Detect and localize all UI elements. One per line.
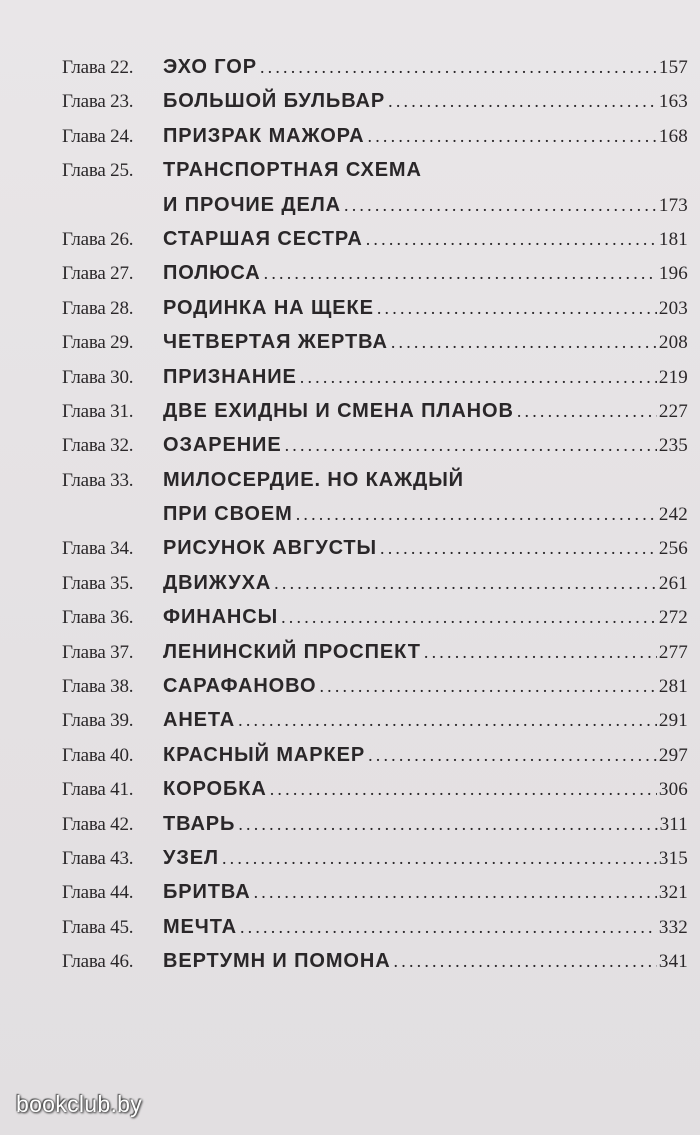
toc-entry [62, 738, 688, 772]
chapter-title: ТРАНСПОРТНАЯ СХЕМА [163, 159, 422, 182]
toc-entry [62, 669, 688, 703]
chapter-title: ТВАРЬ [163, 812, 236, 835]
dot-leader [222, 841, 657, 875]
chapter-label: Глава 24. [62, 125, 134, 147]
dot-leader [344, 188, 657, 222]
dot-leader [366, 222, 657, 256]
page-number: 219 [658, 366, 688, 388]
chapter-label: Глава 32. [62, 435, 134, 457]
chapter-title: УЗЕЛ [163, 846, 219, 869]
page-number: 321 [658, 882, 688, 904]
chapter-title: РОДИНКА НА ЩЕКЕ [163, 296, 374, 319]
chapter-label: Глава 22. [62, 57, 134, 78]
dot-leader [319, 669, 656, 703]
dot-leader [377, 291, 657, 325]
chapter-label: Глава 37. [62, 641, 134, 663]
toc-entry [62, 153, 688, 222]
chapter-label: Глава 44. [62, 882, 134, 904]
chapter-title: ЧЕТВЕРТАЯ ЖЕРТВА [163, 331, 388, 354]
chapter-label: Глава 38. [62, 676, 134, 698]
toc-entry [62, 910, 688, 944]
chapter-title: МЕЧТА [163, 915, 237, 938]
toc-entry [62, 944, 688, 978]
dot-leader [285, 428, 657, 462]
page-number: 196 [658, 263, 688, 285]
chapter-title: ПРИЗНАНИЕ [163, 365, 297, 388]
dot-leader [388, 84, 657, 118]
page-number: 332 [658, 916, 688, 938]
chapter-title: БОЛЬШОЙ БУЛЬВАР [163, 90, 386, 113]
chapter-title: САРАФАНОВО [163, 675, 317, 698]
page-number: 208 [658, 332, 688, 354]
toc-entry [62, 807, 688, 841]
toc-entry [62, 119, 688, 153]
toc-entry [62, 841, 688, 875]
dot-leader [240, 910, 657, 944]
page-number: 168 [658, 125, 688, 147]
page-number: 242 [658, 504, 688, 526]
page-number: 297 [658, 744, 688, 766]
toc-entry [62, 875, 688, 909]
chapter-label: Глава 35. [62, 572, 134, 594]
toc-entry [62, 428, 688, 462]
chapter-label: Глава 25. [62, 160, 134, 182]
dot-leader [517, 394, 657, 428]
chapter-label: Глава 40. [62, 744, 134, 766]
chapter-title: КОРОБКА [163, 778, 267, 801]
chapter-label: Глава 33. [62, 469, 134, 491]
page-number: 277 [658, 641, 688, 663]
dot-leader [254, 875, 657, 909]
dot-leader [274, 566, 657, 600]
dot-leader [260, 50, 657, 84]
dot-leader [270, 772, 657, 806]
toc-entry [62, 635, 688, 669]
chapter-label: Глава 28. [62, 297, 134, 319]
chapter-title: ПОЛЮСА [163, 262, 261, 285]
watermark: bookclub.by [16, 1091, 143, 1117]
chapter-label: Глава 36. [62, 607, 134, 629]
page-number: 256 [658, 538, 688, 560]
chapter-label: Глава 30. [62, 366, 134, 388]
chapter-title: ДВИЖУХА [163, 571, 272, 594]
chapter-label: Глава 39. [62, 710, 134, 732]
chapter-label: Глава 31. [62, 400, 134, 422]
toc-entry [62, 703, 688, 737]
dot-leader [394, 944, 657, 978]
page-number: 227 [658, 400, 688, 422]
dot-leader [300, 360, 657, 394]
dot-leader [296, 497, 657, 531]
toc-entry [62, 531, 688, 565]
dot-leader [281, 600, 657, 634]
chapter-title: ЛЕНИНСКИЙ ПРОСПЕКТ [163, 640, 421, 663]
toc-entry [62, 772, 688, 806]
chapter-label: Глава 41. [62, 779, 134, 801]
page-number: 181 [658, 228, 688, 250]
chapter-title: ДВЕ ЕХИДНЫ И СМЕНА ПЛАНОВ [163, 399, 514, 422]
page-number: 306 [658, 779, 688, 801]
chapter-label: Глава 42. [62, 813, 134, 835]
page-number: 235 [658, 435, 688, 457]
dot-leader [264, 256, 657, 290]
chapter-label: Глава 26. [62, 228, 134, 250]
chapter-title: ПРИЗРАК МАЖОРА [163, 124, 365, 147]
page-number: 173 [658, 194, 688, 216]
chapter-label: Глава 29. [62, 332, 134, 354]
dot-leader [238, 807, 657, 841]
dot-leader [424, 635, 657, 669]
page-number: 281 [658, 676, 688, 698]
dot-leader [368, 119, 657, 153]
toc-entry [62, 50, 688, 84]
chapter-title: ВЕРТУМН И ПОМОНА [163, 950, 391, 973]
dot-leader [368, 738, 657, 772]
toc-entry [62, 291, 688, 325]
page-number: 311 [659, 813, 688, 835]
chapter-title: БРИТВА [163, 881, 251, 904]
chapter-title: МИЛОСЕРДИЕ. НО КАЖДЫЙ [163, 468, 464, 491]
chapter-label: Глава 27. [62, 263, 134, 285]
dot-leader [391, 325, 657, 359]
table-of-contents [62, 50, 688, 979]
toc-entry [62, 566, 688, 600]
chapter-label: Глава 43. [62, 847, 134, 869]
page-number: 203 [658, 297, 688, 319]
toc-entry [62, 463, 688, 532]
chapter-label: Глава 34. [62, 538, 134, 560]
toc-entry [62, 394, 688, 428]
toc-entry [62, 600, 688, 634]
chapter-title: ФИНАНСЫ [163, 606, 279, 629]
chapter-title: КРАСНЫЙ МАРКЕР [163, 743, 366, 766]
toc-entry [62, 84, 688, 118]
dot-leader [380, 531, 657, 565]
page-number: 163 [658, 91, 688, 113]
toc-entry [62, 256, 688, 290]
chapter-title-continued: И ПРОЧИЕ ДЕЛА [163, 193, 342, 216]
chapter-label: Глава 46. [62, 951, 134, 973]
toc-entry [62, 222, 688, 256]
page-number: 341 [658, 951, 688, 973]
page-number: 315 [658, 847, 688, 869]
chapter-label: Глава 45. [62, 916, 134, 938]
toc-entry [62, 360, 688, 394]
chapter-title: СТАРШАЯ СЕСТРА [163, 227, 363, 250]
page-number: 291 [658, 710, 688, 732]
dot-leader [238, 703, 657, 737]
chapter-title: РИСУНОК АВГУСТЫ [163, 537, 378, 560]
page-number: 157 [658, 57, 688, 78]
chapter-title: АНЕТА [163, 709, 236, 732]
chapter-title-continued: ПРИ СВОЕМ [163, 503, 293, 526]
page-number: 261 [658, 572, 688, 594]
chapter-label: Глава 23. [62, 91, 134, 113]
toc-entry [62, 325, 688, 359]
chapter-title: ОЗАРЕНИЕ [163, 434, 282, 457]
page-number: 272 [658, 607, 688, 629]
chapter-title: ЭХО ГОР [163, 56, 257, 78]
